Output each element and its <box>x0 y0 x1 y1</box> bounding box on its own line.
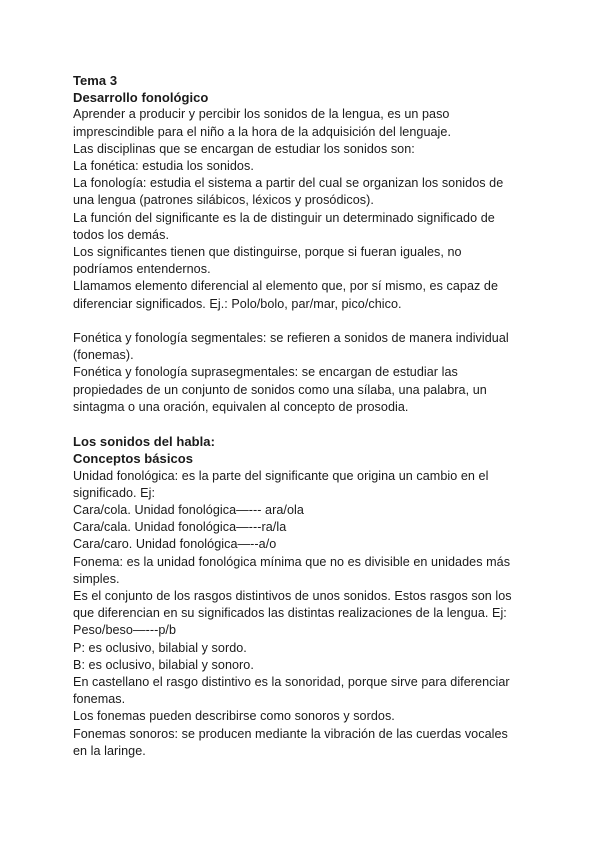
text-line: (fonemas). <box>73 348 134 363</box>
text-line: una lengua (patrones silábicos, léxicos y prosódicos). <box>73 193 374 208</box>
text-line: Fonemas sonoros: se producen mediante la vibración de las cuerdas vocales <box>73 726 508 741</box>
text-line: todos los demás. <box>73 227 170 242</box>
text-line: sintagma o una oración, equivalen al concepto de prosodia. <box>73 399 409 414</box>
text-line: Cara/cola. Unidad fonológica—--- ara/ola <box>73 503 304 518</box>
document-body <box>73 72 533 760</box>
text-line: que diferencian en su significados las distintas realizaciones de la lengua. Ej: <box>73 606 507 621</box>
text-line: diferenciar significados. Ej.: Polo/bolo, par/mar, pico/chico. <box>73 296 402 311</box>
paragraph-spacer <box>73 416 533 433</box>
text-line: La fonética: estudia los sonidos. <box>73 159 254 174</box>
section-subtitle: Conceptos básicos <box>73 451 194 467</box>
text-line: imprescindible para el niño a la hora de la adquisición del lenguaje. <box>73 124 452 139</box>
text-line: fonemas. <box>73 692 126 707</box>
text-line: Las disciplinas que se encargan de estudiar los sonidos son: <box>73 141 415 156</box>
text-line: en la laringe. <box>73 743 146 758</box>
text-line: Llamamos elemento diferencial al elemento que, por sí mismo, es capaz de <box>73 279 499 294</box>
text-line: significado. Ej: <box>73 485 156 500</box>
text-line: En castellano el rasgo distintivo es la sonoridad, porque sirve para diferenciar <box>73 675 510 690</box>
text-line: Cara/cala. Unidad fonológica—---ra/la <box>73 520 287 535</box>
text-line: Unidad fonológica: es la parte del significante que origina un cambio en el <box>73 468 489 483</box>
section3-paragraphs <box>73 468 533 760</box>
text-line: Los fonemas pueden describirse como sonoros y sordos. <box>73 709 395 724</box>
text-line: Cara/caro. Unidad fonológica—--a/o <box>73 537 277 552</box>
section-title: Desarrollo fonológico <box>73 90 209 106</box>
section-title: Los sonidos del habla: <box>73 434 215 450</box>
section1-paragraphs <box>73 106 533 312</box>
text-line: Fonema: es la unidad fonológica mínima que no es divisible en unidades más <box>73 554 511 569</box>
text-line: P: es oclusivo, bilabial y sordo. <box>73 640 247 655</box>
text-line: Fonética y fonología suprasegmentales: se encargan de estudiar las <box>73 365 458 380</box>
text-line: simples. <box>73 571 120 586</box>
topic-heading: Tema 3 <box>73 73 118 88</box>
text-line: Peso/beso—---p/b <box>73 623 176 638</box>
text-line: Aprender a producir y percibir los sonidos de la lengua, es un paso <box>73 107 450 122</box>
text-line: La fonología: estudia el sistema a partir del cual se organizan los sonidos de <box>73 176 504 191</box>
section2-paragraphs <box>73 330 533 416</box>
text-line: B: es oclusivo, bilabial y sonoro. <box>73 657 254 672</box>
text-line: La función del significante es la de distinguir un determinado significado de <box>73 210 495 225</box>
text-line: Fonética y fonología segmentales: se refieren a sonidos de manera individual <box>73 331 509 346</box>
text-line: propiedades de un conjunto de sonidos como una sílaba, una palabra, un <box>73 382 487 397</box>
paragraph-spacer <box>73 313 533 330</box>
text-line: Los significantes tienen que distinguirse, porque si fueran iguales, no <box>73 245 462 260</box>
text-line: podríamos entendernos. <box>73 262 211 277</box>
text-line: Es el conjunto de los rasgos distintivos de unos sonidos. Estos rasgos son los <box>73 589 512 604</box>
